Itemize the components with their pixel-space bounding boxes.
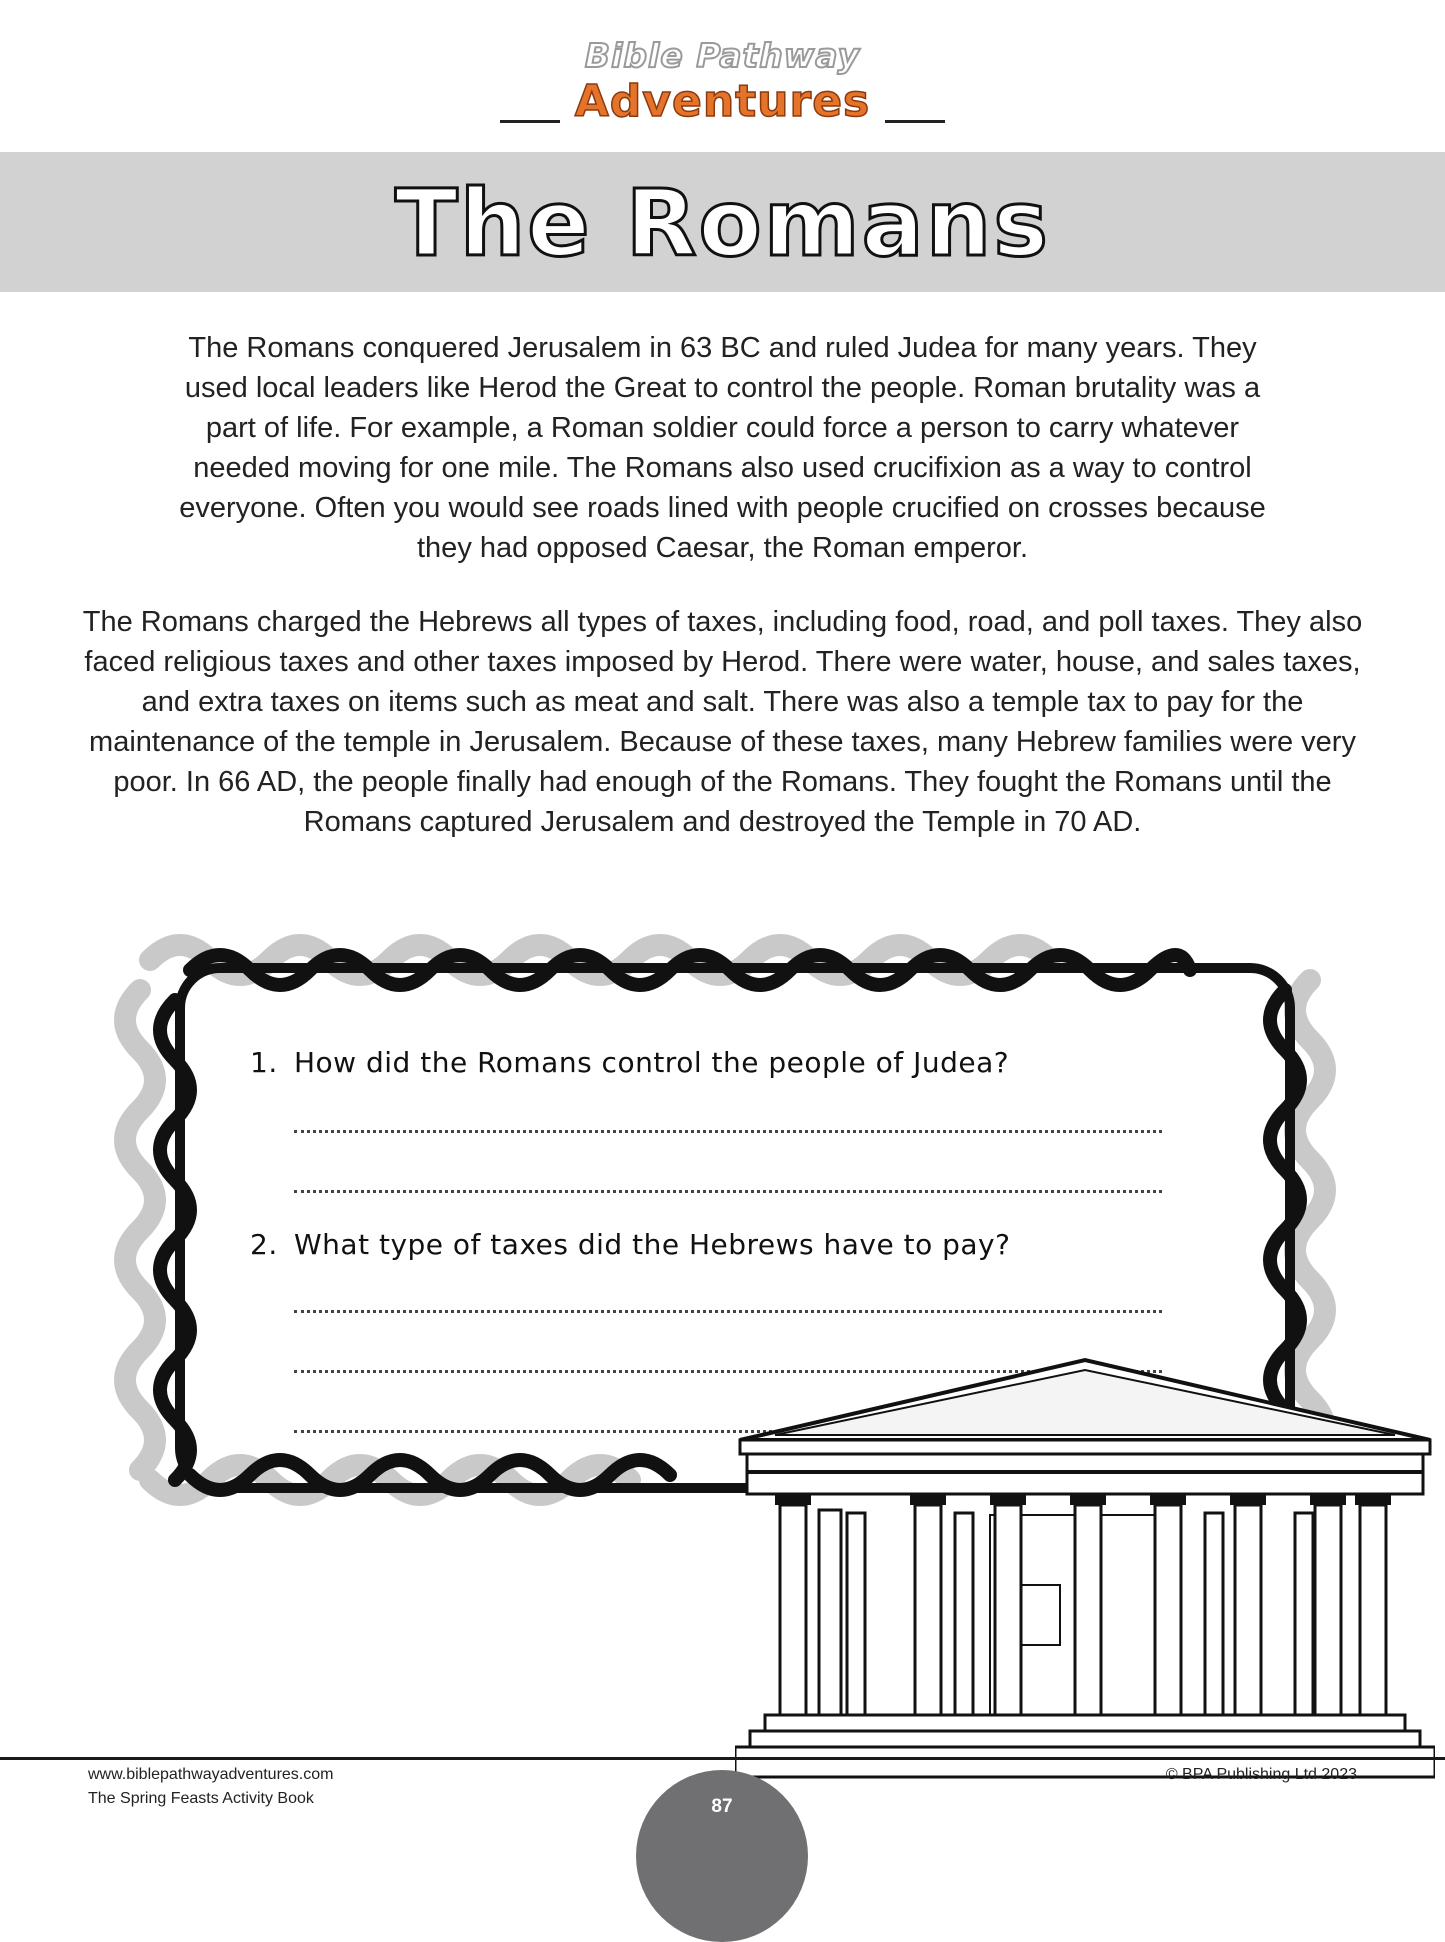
page-number: 87 xyxy=(711,1796,733,1817)
footer-website[interactable]: www.biblepathwayadventures.com xyxy=(88,1766,334,1783)
title-band xyxy=(0,152,1445,292)
question-1 xyxy=(250,1046,1009,1079)
logo xyxy=(500,28,945,138)
paragraph-2: The Romans charged the Hebrews all types of taxes, including food, road, and poll taxes. They also faced religious taxes and other taxes imposed by Herod. There were water, house, and sales taxes, and extra taxes on items such as meat and salt. There was also a temple tax to pay for the maintenance of the temple in Jerusalem. Because of these taxes, many Hebrew families were very poor. In 66 AD, the people finally had enough of the Romans. They fought the Romans until the Romans captured Jerusalem and destroyed the Temple in 70 AD. xyxy=(82,606,1363,838)
page-title: The Romans xyxy=(395,170,1050,277)
question-2-number: 2. xyxy=(250,1228,278,1261)
paragraph-1: The Romans conquered Jerusalem in 63 BC and ruled Judea for many years. They used local leaders like Herod the Great to control the people. Roman brutality was a part of life. For example, a Roman soldier could force a person to carry whatever needed moving for one mile. The Romans also used crucifixion as a way to control everyone. Often you would see roads lined with people crucified on crosses because they had opposed Caesar, the Roman emperor. xyxy=(179,332,1266,564)
logo-right-rule xyxy=(885,120,945,123)
temple-illustration xyxy=(735,1355,1435,1780)
answer-line-1a[interactable] xyxy=(294,1130,1162,1133)
question-1-number: 1. xyxy=(250,1046,278,1079)
question-1-text: How did the Romans control the people of Judea? xyxy=(294,1046,1010,1079)
question-2 xyxy=(250,1228,1011,1261)
logo-text-bottom: Adventures xyxy=(574,76,871,127)
footer-copyright: © BPA Publishing Ltd 2023 xyxy=(1165,1766,1357,1783)
answer-line-2a[interactable] xyxy=(294,1310,1162,1313)
logo-text-top: Bible Pathway xyxy=(584,36,861,75)
footer-book-title: The Spring Feasts Activity Book xyxy=(88,1790,314,1807)
answer-line-1b[interactable] xyxy=(294,1190,1162,1193)
question-2-text: What type of taxes did the Hebrews have to pay? xyxy=(294,1228,1011,1261)
footer-rule xyxy=(0,1757,1445,1760)
